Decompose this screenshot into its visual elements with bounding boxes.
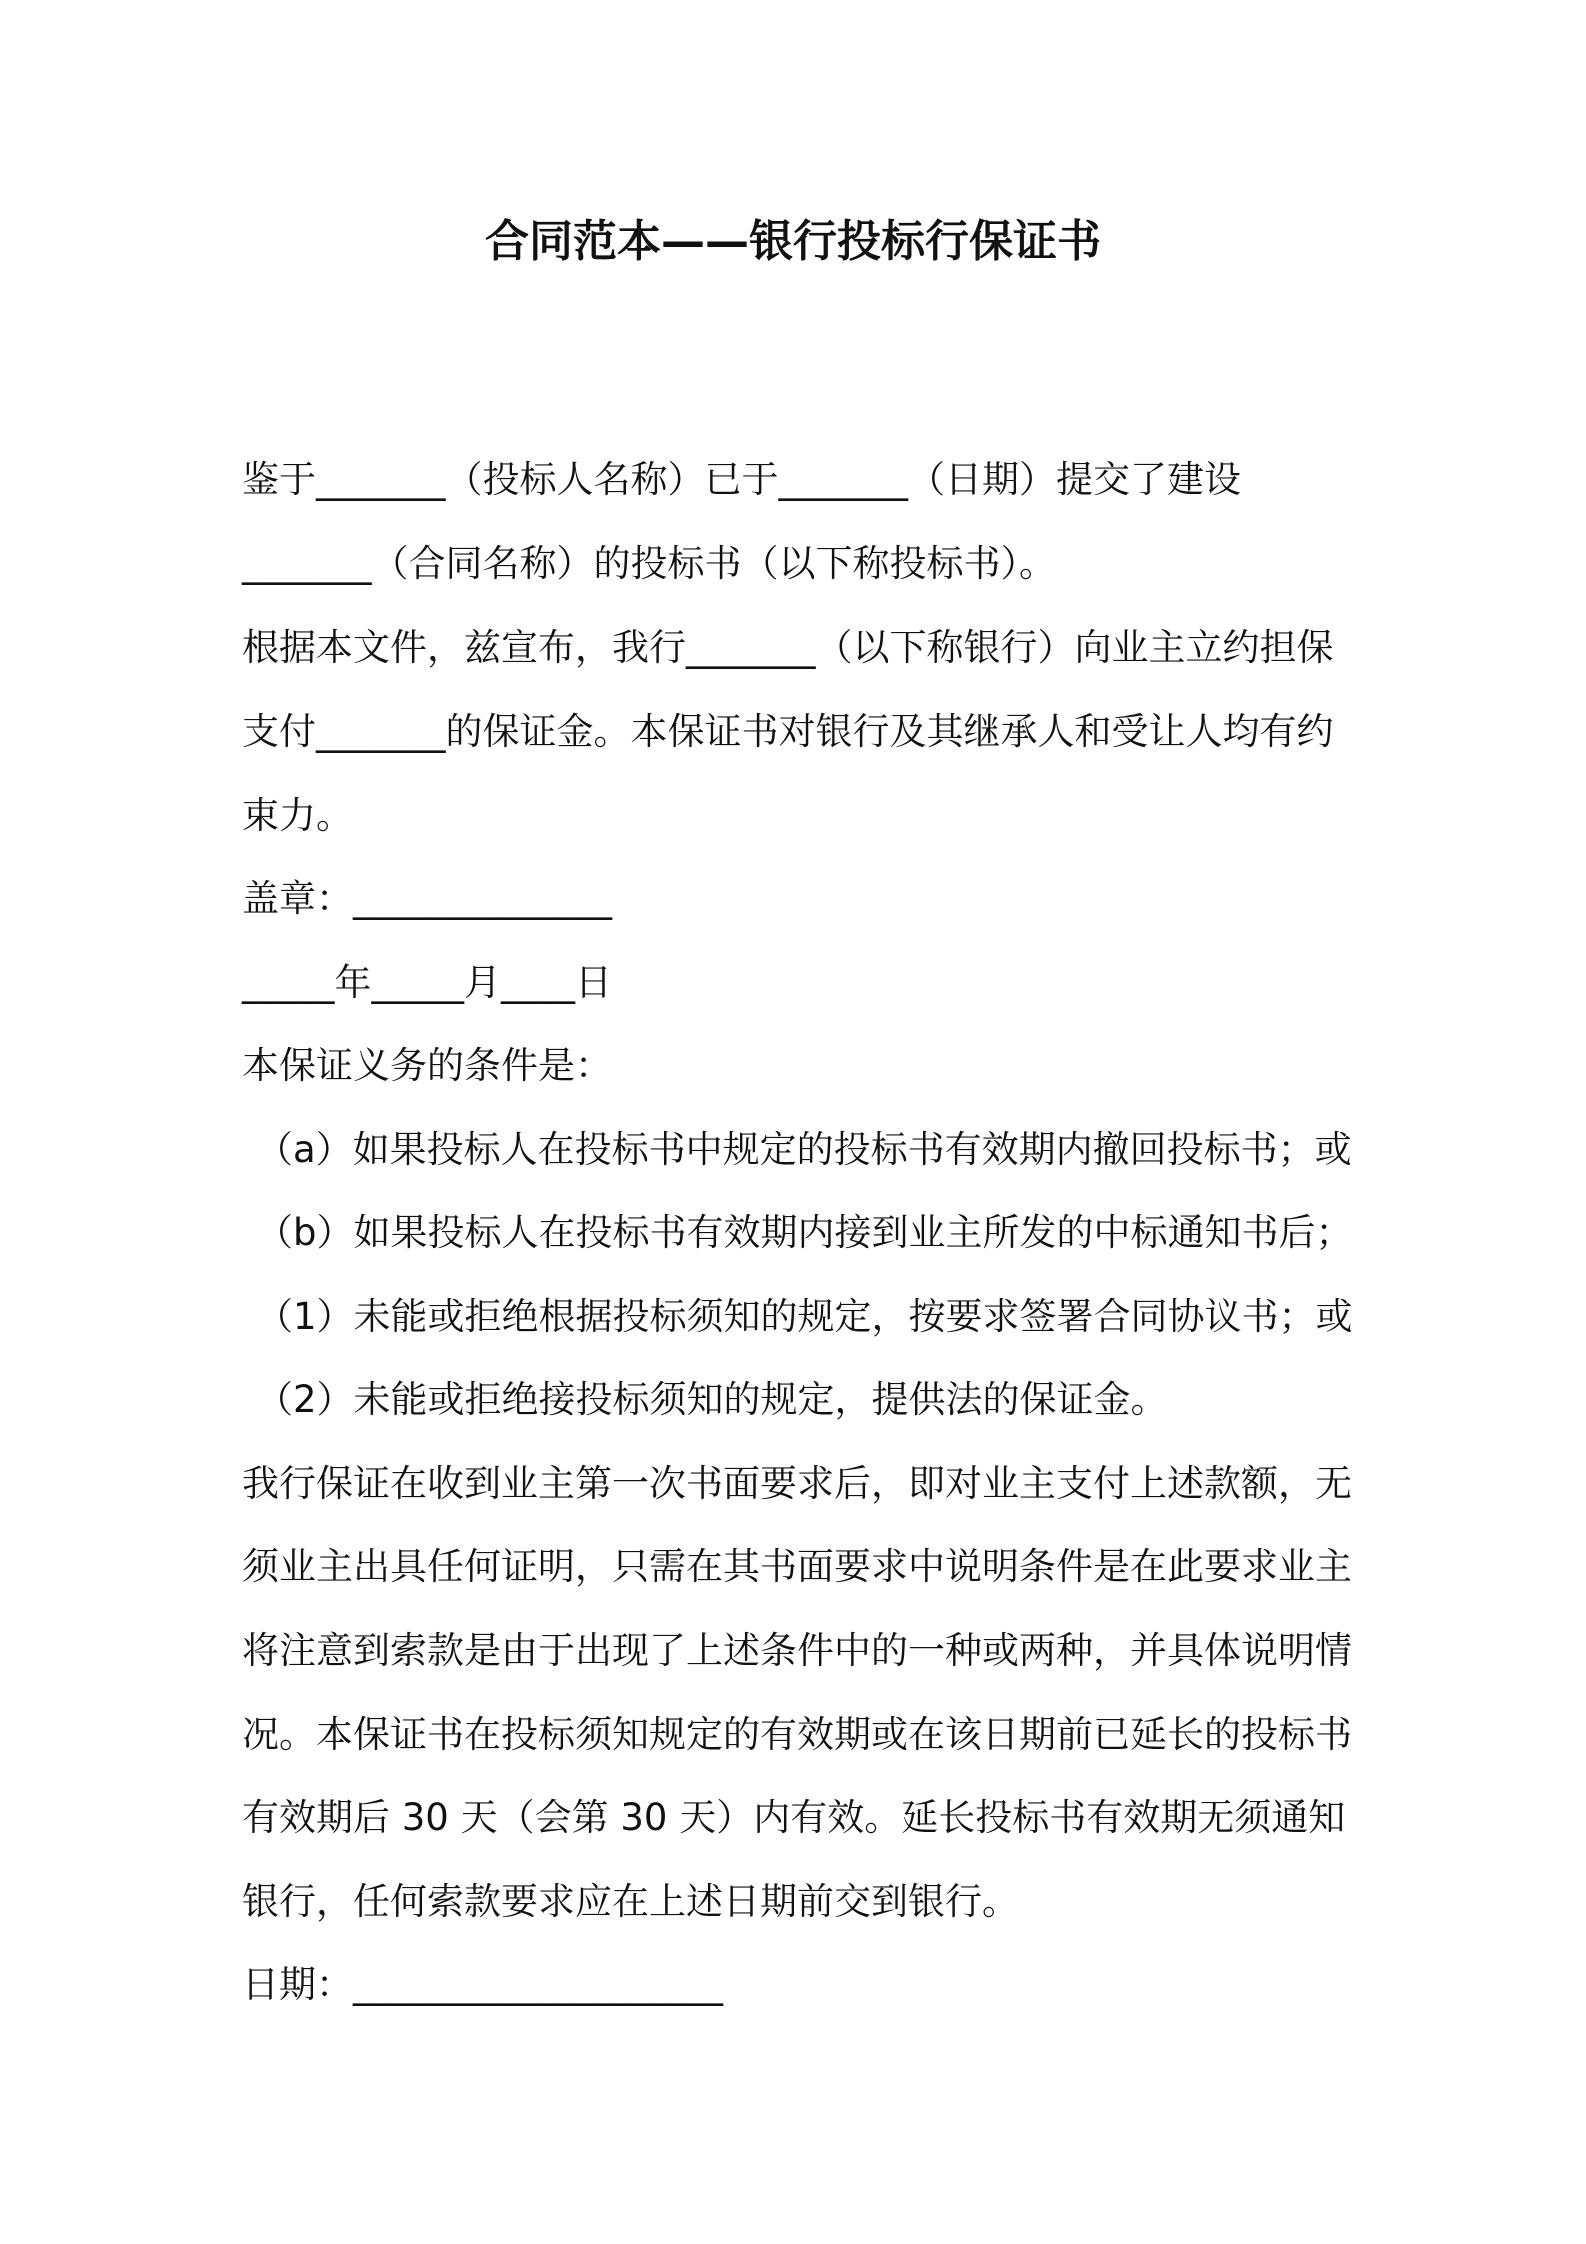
paragraph-line: 须业主出具任何证明，只需在其书面要求中说明条件是在此要求业主 [242,1545,1352,1588]
condition-item-a: （a）如果投标人在投标书中规定的投标书有效期内撤回投标书；或 [256,1128,1352,1171]
paragraph-line: 将注意到索款是由于出现了上述条件中的一种或两种，并具体说明情 [242,1629,1352,1672]
paragraph-line: 我行保证在收到业主第一次书面要求后，即对业主支付上述款额，无 [242,1462,1352,1505]
paragraph-line: 鉴于_______（投标人名称）已于_______（日期）提交了建设 [242,458,1241,501]
paragraph-line: 根据本文件，兹宣布，我行_______（以下称银行）向业主立约担保 [242,626,1334,669]
document-title: 合同范本——银行投标行保证书 [485,216,1101,267]
condition-item-2: （2）未能或拒绝接投标须知的规定，提供法的保证金。 [256,1378,1168,1421]
paragraph-line: 有效期后 30 天（会第 30 天）内有效。延长投标书有效期无须通知 [242,1796,1346,1839]
conditions-heading: 本保证义务的条件是： [242,1044,612,1087]
date-signature-line: 日期：____________________ [242,1963,723,2006]
condition-item-b: （b）如果投标人在投标书有效期内接到业主所发的中标通知书后； [256,1211,1353,1254]
condition-item-1: （1）未能或拒绝根据投标须知的规定，按要求签署合同协议书；或 [256,1295,1353,1338]
paragraph-line: _______（合同名称）的投标书（以下称投标书）。 [242,542,1056,585]
date-blank-line: _____年_____月____日 [242,961,612,1004]
paragraph-line: 况。本保证书在投标须知规定的有效期或在该日期前已延长的投标书 [242,1713,1352,1756]
paragraph-line: 支付_______的保证金。本保证书对银行及其继承人和受让人均有约 [242,710,1334,753]
paragraph-line: 束力。 [242,794,353,837]
paragraph-line: 银行，任何索款要求应在上述日期前交到银行。 [242,1880,1019,1923]
seal-line: 盖章：______________ [242,877,612,920]
